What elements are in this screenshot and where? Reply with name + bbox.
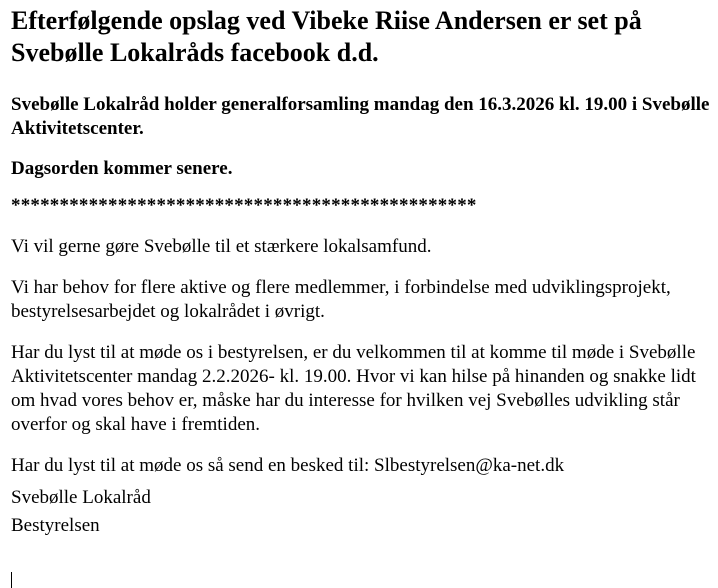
paragraph: Vi har behov for flere aktive og flere medlemmer, i forbindelse med udviklingsprojekt, bestyrelsesarbejdet og lokalrådet i øvrigt.: [11, 277, 671, 322]
paragraph: Har du lyst til at møde os i bestyrelsen, er du velkommen til at komme til møde i Svebølle Aktivitetscenter mandag 2.2.2026- kl. 19.00. Hvor vi kan hilse på hinanden og snakke lidt om hvad vores behov er, måske har du interesse for hvilken vej Svebølles udvikling står overfor og skal have i fremtiden.: [11, 342, 696, 435]
paragraph: Vi vil gerne gøre Svebølle til et stærkere lokalsamfund.: [11, 236, 432, 257]
contact-paragraph: Har du lyst til at møde os så send en besked til: Slbestyrelsen@ka-net.dk: [11, 455, 565, 476]
separator-line: ************************************************: [11, 195, 477, 216]
agenda-note: Dagsorden kommer senere.: [11, 158, 233, 179]
page-title: Efterfølgende opslag ved Vibeke Riise Andersen er set på Svebølle Lokalråds facebook d.d.: [11, 6, 642, 67]
signature-organization: Svebølle Lokalråd: [11, 487, 151, 508]
signature-body: Bestyrelsen: [11, 515, 100, 536]
announcement-text: Svebølle Lokalråd holder generalforsamling mandag den 16.3.2026 kl. 19.00 i Svebølle Aktivitetscenter.: [11, 94, 710, 139]
text-cursor: [11, 572, 12, 588]
document-body: [11, 0, 711, 540]
